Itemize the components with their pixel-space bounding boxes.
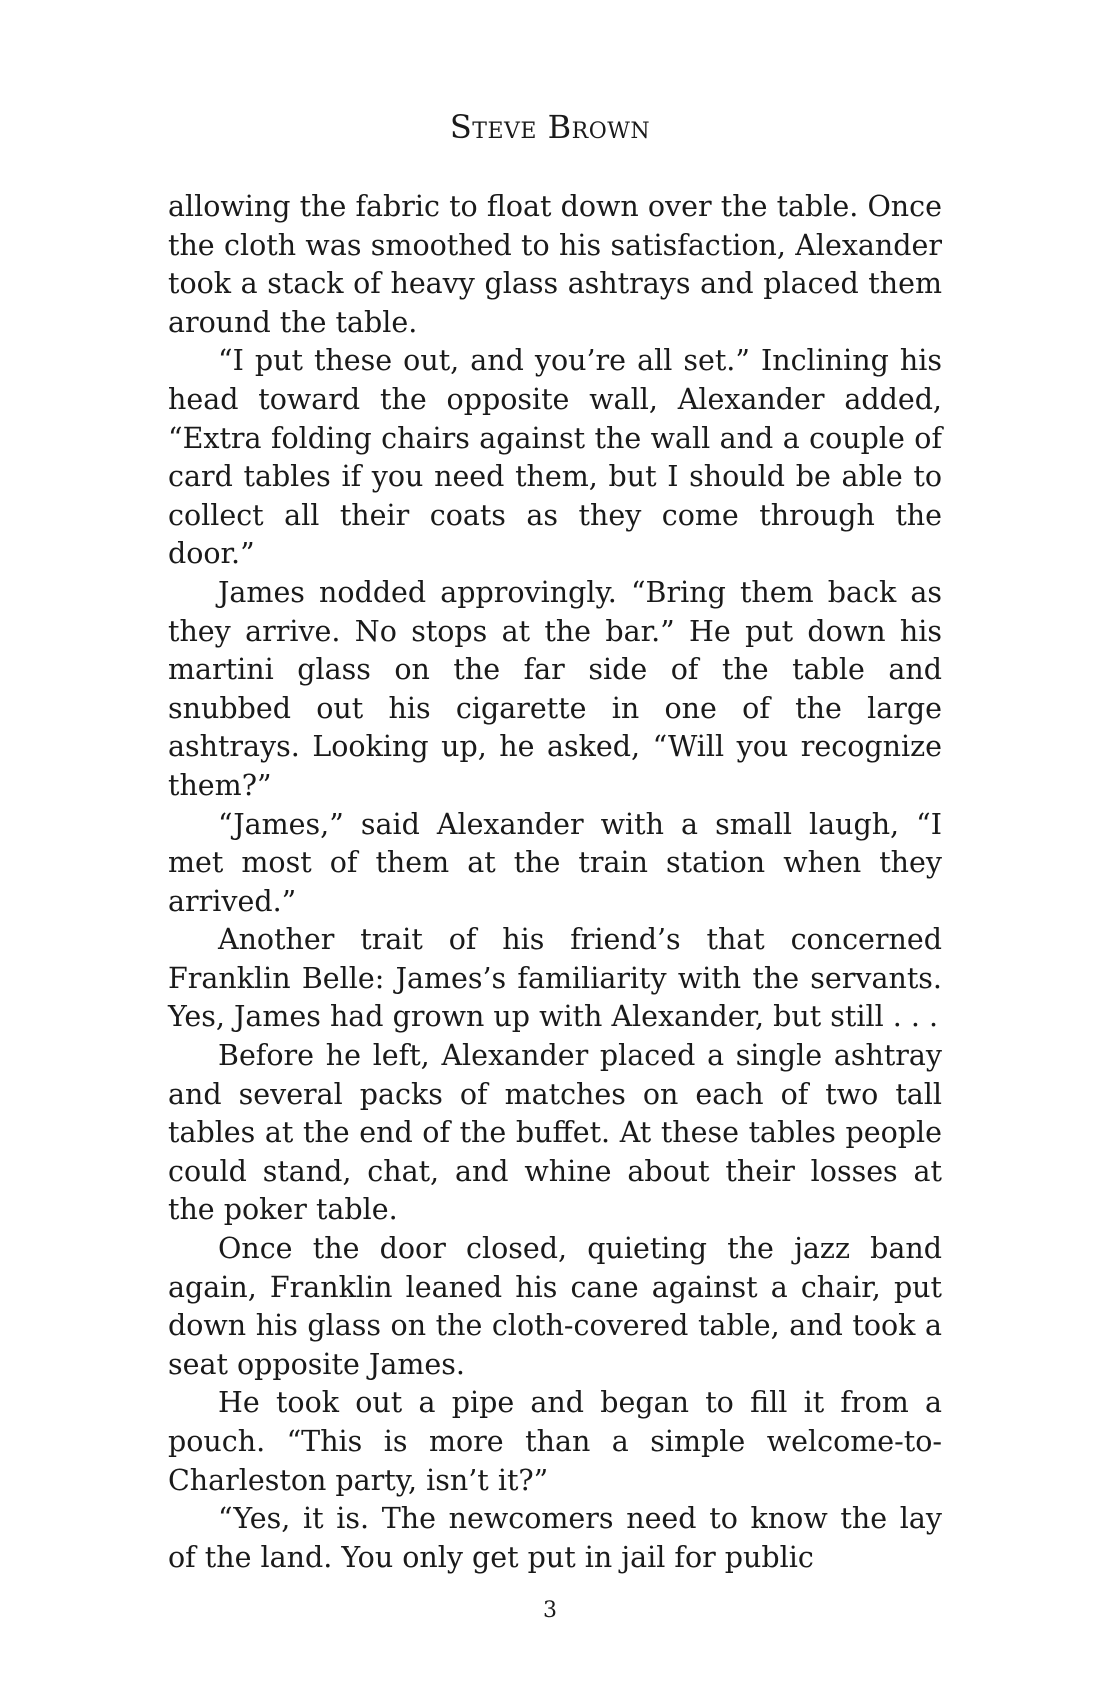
paragraph: He took out a pipe and began to fill it from a pouch. “This is more than a simple welcome-to-Charleston party, isn’t it?” bbox=[168, 1386, 942, 1497]
paragraph: James nodded approvingly. “Bring them back as they arrive. No stops at the bar.” He put down his martini glass on the far side of the table and snubbed out his cigarette in one of the large ashtrays. Looking up, he asked, “Will you recognize them?” bbox=[168, 575, 942, 802]
paragraph-continued: allowing the fabric to float down over the table. Once the cloth was smoothed to his satisfaction, Alexander took a stack of heavy glass ashtrays and placed them around the table. bbox=[168, 190, 942, 339]
running-head-author: Steve Brown bbox=[449, 108, 651, 146]
page-number: 3 bbox=[543, 1598, 557, 1623]
paragraph: Once the door closed, quieting the jazz band again, Franklin leaned his cane against a chair, put down his glass on the cloth-covered table, and took a seat opposite James. bbox=[168, 1232, 942, 1381]
paragraph: “I put these out, and you’re all set.” Inclining his head toward the opposite wall, Alexander added, “Extra folding chairs against the wall and a couple of card tables if you need them, but I should be able to collect all their coats as they come through the door.” bbox=[168, 344, 942, 571]
paragraph: “James,” said Alexander with a small laugh, “I met most of them at the train station when they arrived.” bbox=[168, 807, 942, 918]
paragraph: “Yes, it is. The newcomers need to know the lay of the land. You only get put in jail for public bbox=[168, 1502, 942, 1574]
body-text bbox=[168, 188, 942, 1577]
paragraph: Another trait of his friend’s that concerned Franklin Belle: James’s familiarity with the servants. Yes, James had grown up with Alexander, but still . . . bbox=[168, 923, 942, 1034]
paragraph: Before he left, Alexander placed a single ashtray and several packs of matches on each of two tall tables at the end of the buffet. At these tables people could stand, chat, and whine about their losses at the poker table. bbox=[168, 1039, 942, 1227]
